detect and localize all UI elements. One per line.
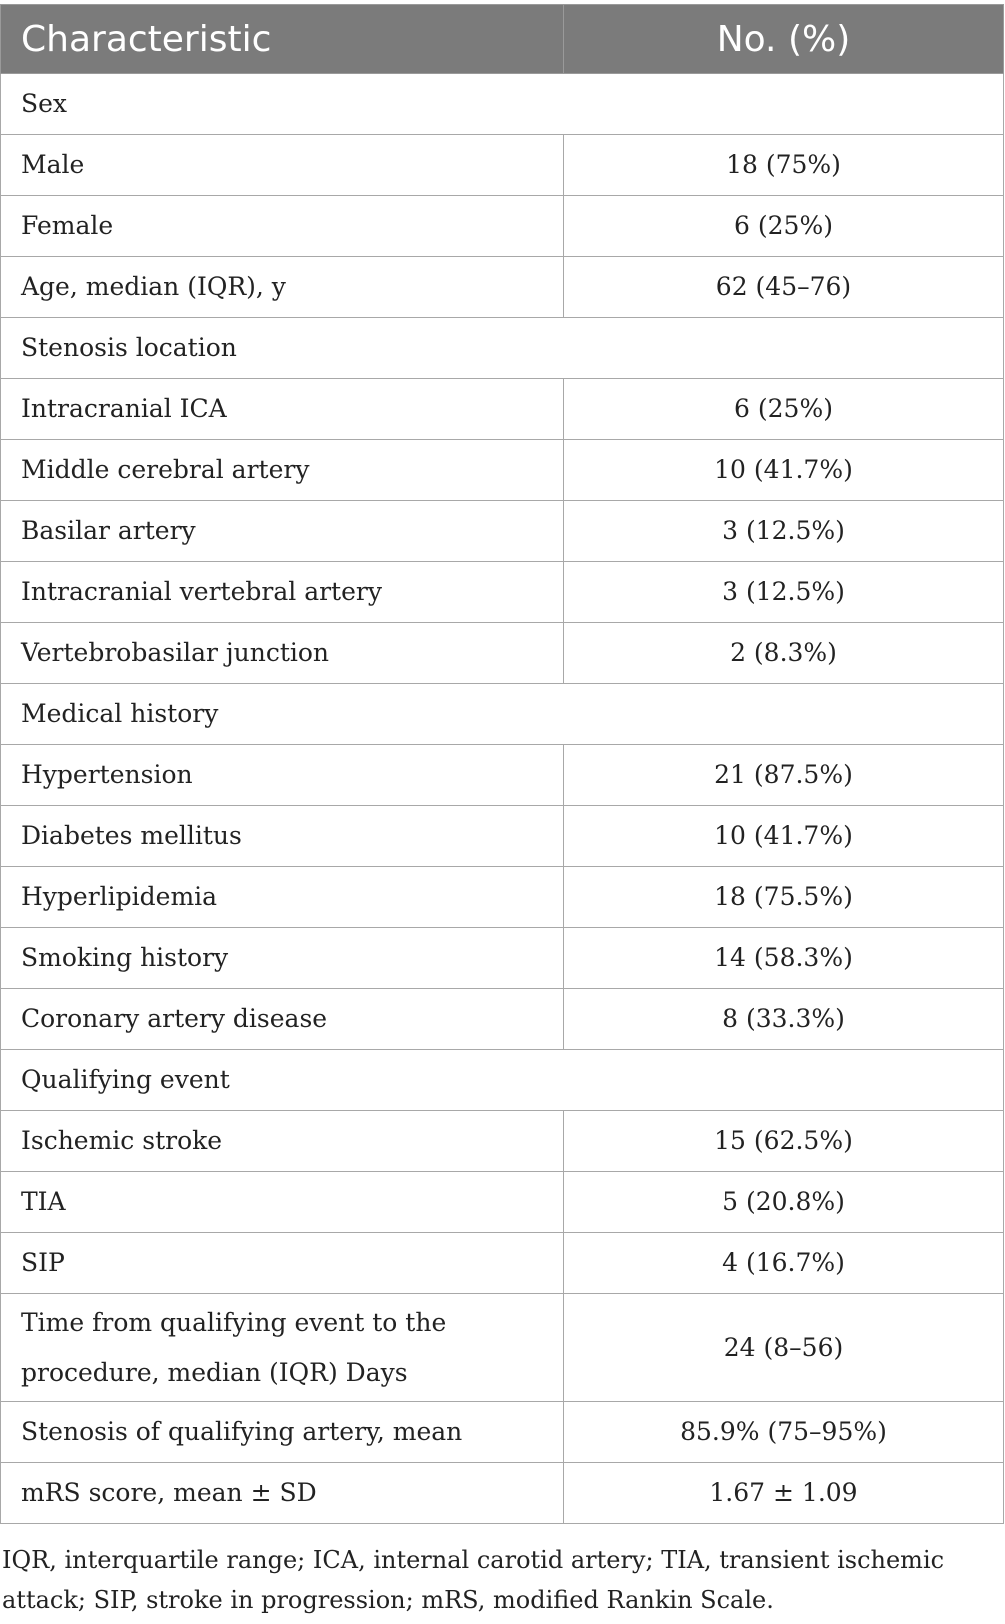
table-footnote: IQR, interquartile range; ICA, internal carotid artery; TIA, transient ischemic attack; SIP, stroke in progression; mRS, modified Rankin Scale. [2, 1546, 945, 1614]
table-row [1, 196, 1004, 257]
row-label: Smoking history [1, 928, 564, 989]
characteristics-table-container [0, 4, 1003, 1524]
characteristics-table [0, 4, 1004, 1524]
row-label: Ischemic stroke [1, 1111, 564, 1172]
table-row [1, 440, 1004, 501]
table-row [1, 562, 1004, 623]
table-group-row [1, 74, 1004, 135]
row-value: 10 (41.7%) [564, 440, 1004, 501]
table-row [1, 1463, 1004, 1524]
table-row [1, 135, 1004, 196]
row-label: Intracranial vertebral artery [1, 562, 564, 623]
table-group-row [1, 1050, 1004, 1111]
row-label: mRS score, mean ± SD [1, 1463, 564, 1524]
row-value: 6 (25%) [564, 196, 1004, 257]
row-label: Age, median (IQR), y [1, 257, 564, 318]
row-label: Middle cerebral artery [1, 440, 564, 501]
table-body [1, 74, 1004, 1524]
row-value: 18 (75%) [564, 135, 1004, 196]
row-value: 18 (75.5%) [564, 867, 1004, 928]
row-value: 6 (25%) [564, 379, 1004, 440]
row-label: Vertebrobasilar junction [1, 623, 564, 684]
row-value: 21 (87.5%) [564, 745, 1004, 806]
table-row [1, 1111, 1004, 1172]
table-row [1, 623, 1004, 684]
row-value: 2 (8.3%) [564, 623, 1004, 684]
row-value: 4 (16.7%) [564, 1233, 1004, 1294]
table-row [1, 745, 1004, 806]
table-group-row [1, 318, 1004, 379]
row-label: Female [1, 196, 564, 257]
row-value: 62 (45–76) [564, 257, 1004, 318]
table-row [1, 928, 1004, 989]
group-label: Qualifying event [1, 1050, 1004, 1111]
row-label: Diabetes mellitus [1, 806, 564, 867]
group-label: Medical history [1, 684, 1004, 745]
table-row [1, 1402, 1004, 1463]
table-header-row [1, 5, 1004, 74]
table-row [1, 989, 1004, 1050]
table-row [1, 867, 1004, 928]
row-value: 8 (33.3%) [564, 989, 1004, 1050]
row-value: 5 (20.8%) [564, 1172, 1004, 1233]
row-value: 3 (12.5%) [564, 501, 1004, 562]
table-row [1, 501, 1004, 562]
table-row [1, 379, 1004, 440]
row-label: Basilar artery [1, 501, 564, 562]
group-label: Stenosis location [1, 318, 1004, 379]
row-value: 24 (8–56) [564, 1294, 1004, 1402]
table-row [1, 1294, 1004, 1402]
row-label: SIP [1, 1233, 564, 1294]
row-value: 10 (41.7%) [564, 806, 1004, 867]
header-characteristic: Characteristic [1, 5, 564, 74]
row-label: TIA [1, 1172, 564, 1233]
row-label: Time from qualifying event to the procedure, median (IQR) Days [1, 1294, 564, 1402]
table-row [1, 1233, 1004, 1294]
row-label: Stenosis of qualifying artery, mean [1, 1402, 564, 1463]
table-row [1, 806, 1004, 867]
row-label: Coronary artery disease [1, 989, 564, 1050]
row-value: 1.67 ± 1.09 [564, 1463, 1004, 1524]
row-label: Intracranial ICA [1, 379, 564, 440]
row-value: 85.9% (75–95%) [564, 1402, 1004, 1463]
row-value: 3 (12.5%) [564, 562, 1004, 623]
group-label: Sex [1, 74, 1004, 135]
row-label: Hyperlipidemia [1, 867, 564, 928]
row-label: Hypertension [1, 745, 564, 806]
row-value: 15 (62.5%) [564, 1111, 1004, 1172]
header-value: No. (%) [564, 5, 1004, 74]
table-group-row [1, 684, 1004, 745]
table-row [1, 1172, 1004, 1233]
table-row [1, 257, 1004, 318]
row-value: 14 (58.3%) [564, 928, 1004, 989]
row-label: Male [1, 135, 564, 196]
